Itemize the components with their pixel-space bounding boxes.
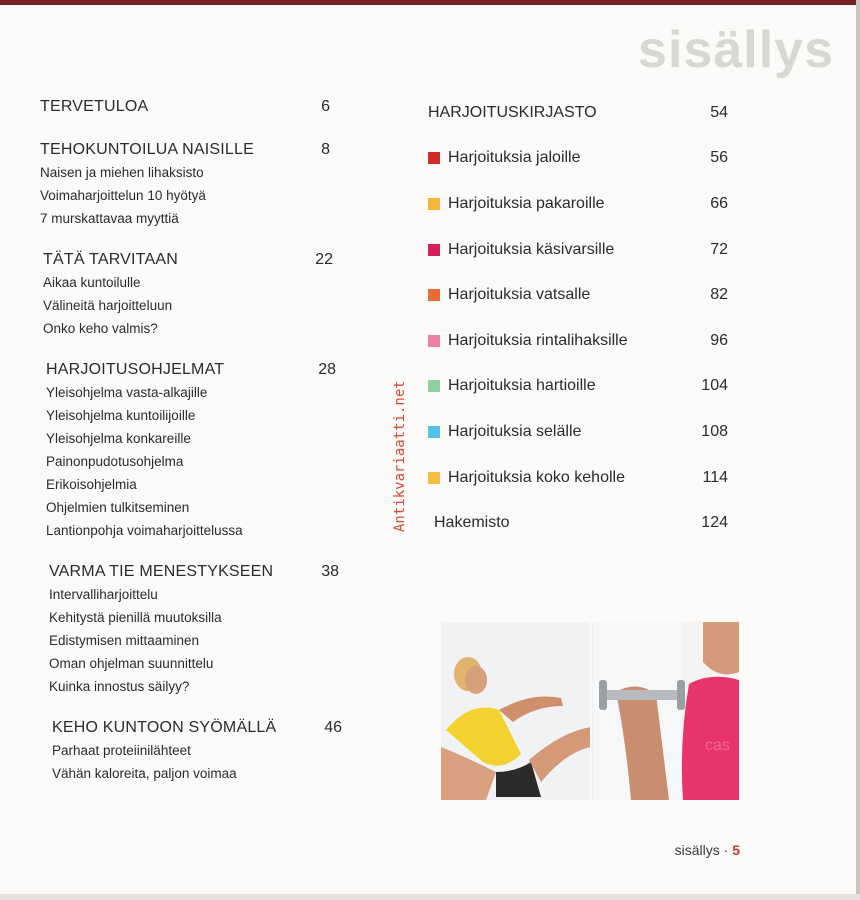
section-title: KEHO KUNTOON SYÖMÄLLÄ xyxy=(52,719,277,736)
toc-entry xyxy=(428,272,728,318)
entry-page-number: 66 xyxy=(710,194,728,212)
toc-section xyxy=(40,141,350,230)
footer-label: sisällys xyxy=(674,842,720,858)
list-item: Edistymisen mittaaminen xyxy=(49,633,200,648)
entry-page-number: 104 xyxy=(701,377,728,395)
list-item: Voimaharjoittelun 10 hyötyä xyxy=(40,188,206,203)
color-marker-square xyxy=(428,289,440,301)
section-page-number: 46 xyxy=(324,719,342,736)
list-item: Parhaat proteiinilähteet xyxy=(52,743,191,758)
list-item: Lantionpohja voimaharjoittelussa xyxy=(46,523,243,538)
color-marker-square xyxy=(428,426,440,438)
list-item: Yleisohjelma kuntoilijoille xyxy=(46,408,196,423)
entry-page-number: 82 xyxy=(710,286,728,304)
section-items xyxy=(40,161,350,230)
toc-entry xyxy=(428,90,728,136)
section-heading xyxy=(40,141,330,159)
section-page-number: 22 xyxy=(315,251,333,268)
photo-divider xyxy=(590,622,592,800)
list-item: Oman ohjelman suunnittelu xyxy=(49,656,214,671)
page-edge xyxy=(856,0,860,900)
top-border xyxy=(0,0,860,5)
list-item: Painonpudotusohjelma xyxy=(46,454,184,469)
section-title: HARJOITUSOHJELMAT xyxy=(46,361,225,378)
toc-left-column xyxy=(40,96,350,785)
list-item: Erikoisohjelmia xyxy=(46,477,137,492)
list-item: Onko keho valmis? xyxy=(43,321,158,336)
toc-section xyxy=(46,361,356,542)
section-heading xyxy=(43,251,333,269)
page-number: 5 xyxy=(732,842,740,858)
toc-entry xyxy=(428,455,728,501)
entry-page-number: 72 xyxy=(710,240,728,258)
section-items xyxy=(46,381,356,542)
section-items xyxy=(49,583,359,698)
entry-label: Harjoituksia käsivarsille xyxy=(448,240,615,258)
list-item: Välineitä harjoitteluun xyxy=(43,298,173,313)
entry-label: Hakemisto xyxy=(434,514,510,532)
svg-text:cas: cas xyxy=(705,737,730,754)
color-marker-square xyxy=(428,380,440,392)
entry-page-number: 56 xyxy=(710,149,728,167)
list-item: Vähän kaloreita, paljon voimaa xyxy=(52,766,237,781)
section-title: VARMA TIE MENESTYKSEEN xyxy=(49,563,274,580)
entry-page-number: 124 xyxy=(701,514,728,532)
color-marker-square xyxy=(428,335,440,347)
footer-separator: · xyxy=(723,842,729,858)
section-page-number: 38 xyxy=(321,563,339,580)
section-title: TÄTÄ TARVITAAN xyxy=(43,251,178,268)
section-page-number: 28 xyxy=(318,361,336,378)
list-item: Kuinka innostus säilyy? xyxy=(49,679,190,694)
color-marker-square xyxy=(428,152,440,164)
entry-label: Harjoituksia koko keholle xyxy=(448,468,625,486)
list-item: Yleisohjelma vasta-alkajille xyxy=(46,385,208,400)
page-footer xyxy=(675,842,740,858)
section-heading xyxy=(52,719,342,737)
list-item: Aikaa kuntoilulle xyxy=(43,275,141,290)
watermark-text: Antikvariaatti.net xyxy=(392,380,408,532)
section-title: TEHOKUNTOILUA NAISILLE xyxy=(40,141,254,158)
bottom-edge xyxy=(0,894,860,900)
list-item: Naisen ja miehen lihaksisto xyxy=(40,165,204,180)
toc-right-column xyxy=(428,90,728,546)
toc-entry xyxy=(428,409,728,455)
entry-page-number: 54 xyxy=(710,103,728,121)
section-page-number: 6 xyxy=(321,98,330,115)
section-items xyxy=(43,271,353,340)
section-heading xyxy=(40,98,330,116)
toc-section xyxy=(49,563,359,698)
section-title: TERVETULOA xyxy=(40,98,149,115)
toc-entry xyxy=(428,227,728,273)
entry-label: Harjoituksia pakaroille xyxy=(448,194,605,212)
page-title: sisällys xyxy=(638,21,834,79)
color-marker-square xyxy=(428,244,440,256)
toc-entry xyxy=(428,500,728,546)
color-marker-square xyxy=(428,198,440,210)
list-item: Kehitystä pienillä muutoksilla xyxy=(49,610,222,625)
toc-entry xyxy=(428,136,728,182)
list-item: 7 murskattavaa myyttiä xyxy=(40,211,179,226)
toc-entry xyxy=(428,364,728,410)
toc-entry xyxy=(428,318,728,364)
entry-label: Harjoituksia hartioille xyxy=(448,377,596,395)
entry-label: Harjoituksia jaloille xyxy=(448,149,581,167)
exercise-photo xyxy=(441,622,739,800)
entry-page-number: 96 xyxy=(710,331,728,349)
toc-section xyxy=(43,251,353,340)
toc-section xyxy=(52,719,362,785)
entry-label: HARJOITUSKIRJASTO xyxy=(428,103,597,121)
section-heading xyxy=(49,563,339,581)
list-item: Ohjelmien tulkitseminen xyxy=(46,500,190,515)
section-page-number: 8 xyxy=(321,141,330,158)
entry-label: Harjoituksia rintalihaksille xyxy=(448,331,628,349)
entry-page-number: 114 xyxy=(702,468,728,486)
entry-label: Harjoituksia selälle xyxy=(448,422,582,440)
entry-label: Harjoituksia vatsalle xyxy=(448,286,591,304)
section-items xyxy=(52,739,362,785)
entry-page-number: 108 xyxy=(701,422,728,440)
color-marker-square xyxy=(428,472,440,484)
list-item: Intervalliharjoittelu xyxy=(49,587,158,602)
toc-section xyxy=(40,98,350,116)
toc-entry xyxy=(428,181,728,227)
list-item: Yleisohjelma konkareille xyxy=(46,431,191,446)
section-heading xyxy=(46,361,336,379)
